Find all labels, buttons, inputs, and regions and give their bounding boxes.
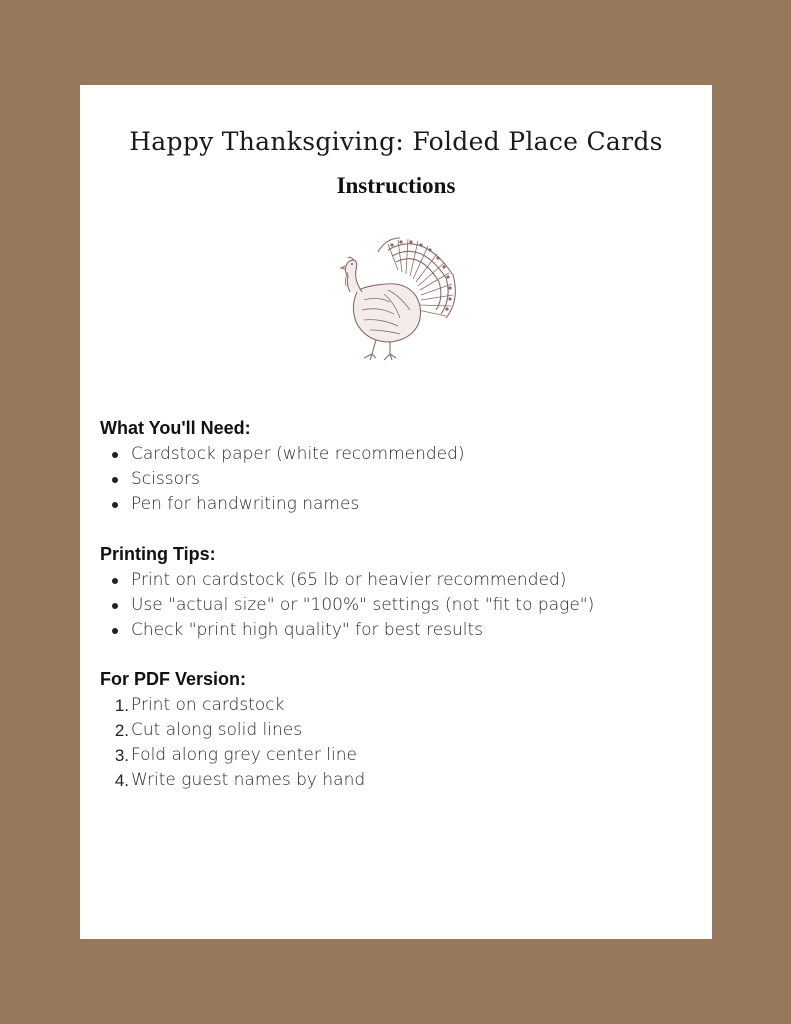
step-number: 1. (114, 696, 129, 715)
pdf-steps-list (100, 693, 700, 793)
needs-list (100, 442, 700, 517)
printing-section (100, 542, 700, 643)
document-title: Happy Thanksgiving: Folded Place Cards (129, 127, 663, 156)
list-item (100, 492, 700, 517)
step-number: 4. (114, 771, 129, 790)
step-number: 3. (114, 746, 129, 765)
document-page (80, 85, 712, 939)
list-item-text: Use "actual size" or "100%" settings (not "fit to page") (131, 595, 595, 615)
list-item (100, 442, 700, 467)
turkey-illustration-icon (328, 230, 463, 365)
bullet-icon (112, 603, 118, 609)
list-item-text: Print on cardstock (65 lb or heavier recommended) (131, 570, 567, 590)
printing-heading: Printing Tips: (100, 544, 216, 564)
bullet-icon (112, 452, 118, 458)
list-item-text: Pen for handwriting names (131, 494, 360, 514)
list-item (100, 768, 700, 793)
list-item-text: Check "print high quality" for best results (131, 620, 484, 640)
list-item-text: Cardstock paper (white recommended) (131, 444, 465, 464)
needs-heading: What You'll Need: (100, 418, 251, 438)
list-item (100, 693, 700, 718)
document-subtitle: Instructions (336, 173, 456, 198)
bullet-icon (112, 502, 118, 508)
list-item (100, 718, 700, 743)
bullet-icon (112, 578, 118, 584)
bullet-icon (112, 628, 118, 634)
step-text: Write guest names by hand (131, 770, 366, 790)
list-item (100, 743, 700, 768)
step-text: Cut along solid lines (131, 720, 303, 740)
step-text: Print on cardstock (131, 695, 285, 715)
printing-list (100, 568, 700, 643)
bullet-icon (112, 477, 118, 483)
list-item-text: Scissors (131, 469, 200, 489)
pdf-heading: For PDF Version: (100, 669, 247, 689)
step-number: 2. (114, 721, 129, 740)
pdf-section (100, 667, 700, 793)
step-text: Fold along grey center line (131, 745, 357, 765)
needs-section (100, 416, 700, 517)
list-item (100, 593, 700, 618)
list-item (100, 618, 700, 643)
list-item (100, 568, 700, 593)
list-item (100, 467, 700, 492)
